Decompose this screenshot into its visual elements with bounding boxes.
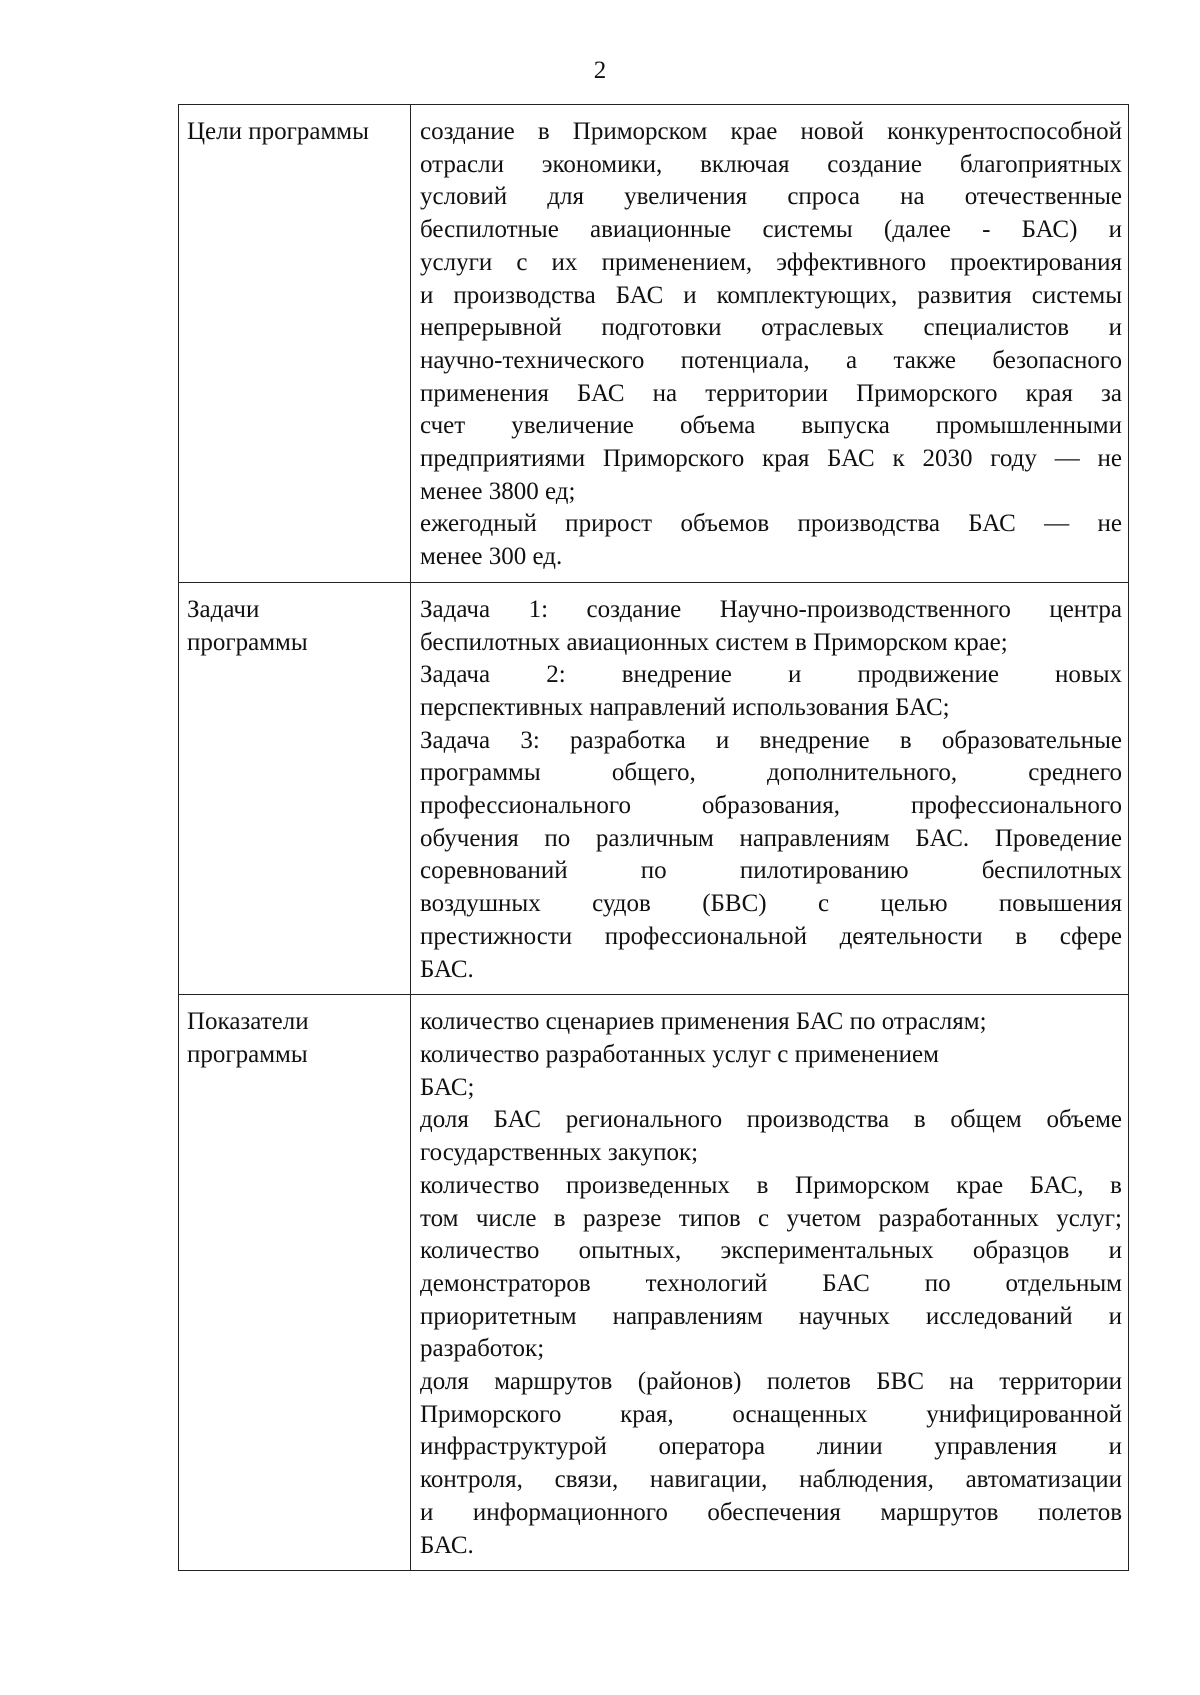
row-value-line: менее 3800 ед; [420, 477, 576, 505]
row-value-line: беспилотные авиационные системы (далее - БАС) и [420, 216, 1122, 244]
row-value-line: ежегодный прирост объемов производства БАС — не [420, 510, 1122, 538]
row-value-line: предприятиями Приморского края БАС к 2030 году — не [420, 445, 1122, 473]
row-value-line: количество сценариев применения БАС по отраслям; [420, 1008, 987, 1036]
row-value-line: разработок; [420, 1335, 545, 1363]
row-label-line: программы [187, 1040, 308, 1068]
row-value-line: доля БАС регионального производства в общем объеме [420, 1106, 1122, 1134]
row-value-line: контроля, связи, навигации, наблюдения, автоматизации [420, 1466, 1122, 1494]
row-label-cell [179, 995, 411, 1571]
row-value-line: количество разработанных услуг с применением [420, 1040, 939, 1068]
row-value-cell [411, 995, 1129, 1571]
row-value-line: количество опытных, экспериментальных образцов и [420, 1237, 1122, 1265]
table-body [179, 105, 1129, 1571]
row-value-line: научно-технического потенциала, а также безопасного [420, 346, 1122, 374]
row-value-line: том числе в разрезе типов с учетом разработанных услуг; [420, 1204, 1122, 1232]
row-value-line: БАС. [420, 955, 474, 983]
page-number: 2 [593, 57, 607, 84]
row-value-cell [411, 105, 1129, 583]
row-value-line: перспективных направлений использования БАС; [420, 693, 950, 721]
row-label-line: Цели программы [187, 118, 369, 145]
row-value-line: обучения по различным направлениям БАС. Проведение [420, 824, 1122, 852]
row-label-line: программы [187, 628, 308, 656]
row-value-line: счет увеличение объема выпуска промышленными [420, 412, 1122, 440]
row-label-cell [179, 105, 411, 583]
row-value-line: непрерывной подготовки отраслевых специалистов и [420, 314, 1122, 342]
row-value-line: Задача 3: разработка и внедрение в образовательные [420, 726, 1122, 754]
row-value-line: соревнований по пилотированию беспилотных [420, 857, 1122, 885]
row-value-line: БАС. [420, 1531, 474, 1559]
row-label-cell [179, 582, 411, 994]
table-row-indicators [179, 995, 1129, 1571]
row-label-line: Показатели [187, 1008, 309, 1036]
row-value-line: демонстраторов технологий БАС по отдельным [420, 1269, 1122, 1297]
table-row-goals [179, 105, 1129, 583]
row-value-line: профессионального образования, профессионального [420, 792, 1122, 820]
row-label-line: Задачи [187, 595, 260, 623]
row-value-line: государственных закупок; [420, 1139, 699, 1167]
row-value-line: Задача 2: внедрение и продвижение новых [420, 661, 1122, 689]
row-value-line: менее 300 ед. [420, 543, 563, 571]
row-value-line: и производства БАС и комплектующих, развития системы [420, 281, 1122, 309]
row-value-line: услуги с их применением, эффективного проектирования [420, 248, 1122, 276]
row-value-line: беспилотных авиационных систем в Приморском крае; [420, 628, 1008, 656]
row-value-line: применения БАС на территории Приморского края за [420, 379, 1122, 407]
row-value-line: воздушных судов (БВС) с целью повышения [420, 890, 1122, 918]
row-value-line: условий для увеличения спроса на отечественные [420, 183, 1122, 211]
row-value-line: Приморского края, оснащенных унифицированной [420, 1400, 1122, 1428]
table-row-tasks [179, 582, 1129, 994]
row-value-line: отрасли экономики, включая создание благоприятных [420, 150, 1122, 178]
row-value-cell [411, 582, 1129, 994]
row-value-line: инфраструктурой оператора линии управления и [420, 1433, 1122, 1461]
row-value-line: создание в Приморском крае новой конкурентоспособной [420, 118, 1122, 145]
row-value-line: доля маршрутов (районов) полетов БВС на территории [420, 1368, 1122, 1396]
row-value-line: Задача 1: создание Научно-производственного центра [420, 595, 1122, 623]
row-value-line: количество произведенных в Приморском крае БАС, в [420, 1171, 1122, 1199]
row-value-line: и информационного обеспечения маршрутов полетов [420, 1498, 1122, 1526]
row-value-line: программы общего, дополнительного, среднего [420, 759, 1122, 787]
program-passport-table [178, 104, 1129, 1571]
row-value-line: БАС; [420, 1073, 475, 1101]
row-value-line: престижности профессиональной деятельности в сфере [420, 922, 1122, 950]
row-value-line: приоритетным направлениям научных исследований и [420, 1302, 1122, 1330]
